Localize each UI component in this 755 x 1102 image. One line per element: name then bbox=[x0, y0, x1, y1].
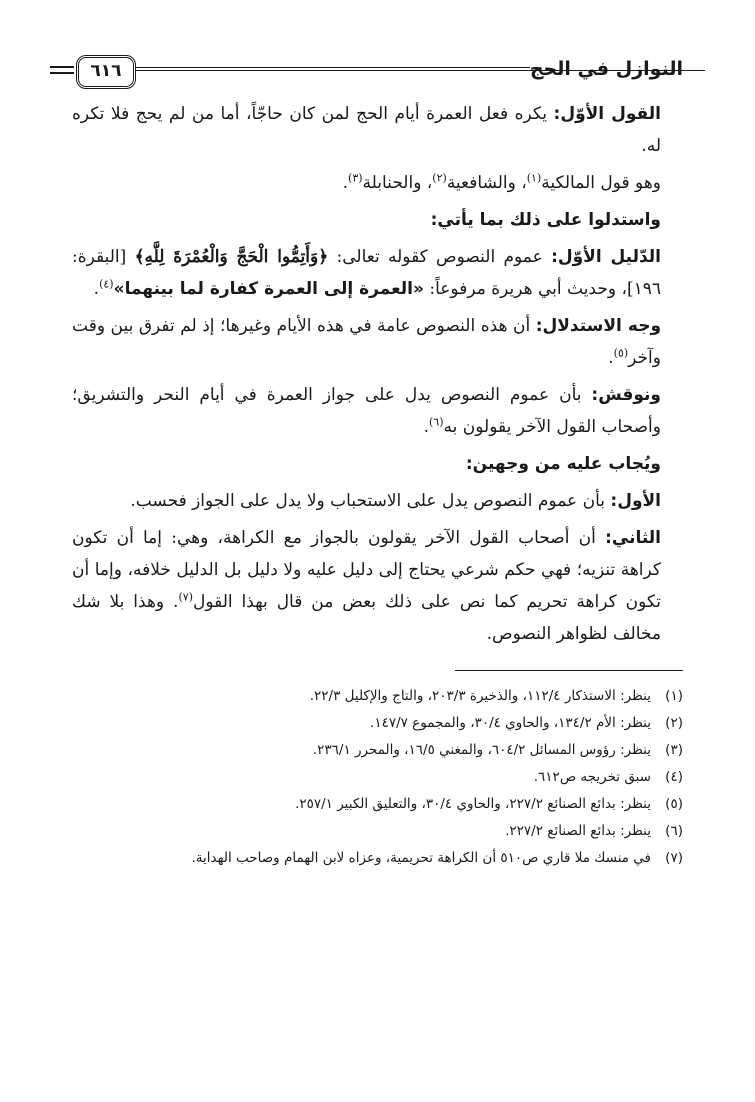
footnote-ref-3[interactable]: (٣) bbox=[348, 171, 363, 185]
text-schools-a: وهو قول المالكية bbox=[541, 173, 661, 193]
footnote-text: سبق تخريجه ص٦١٢. bbox=[533, 769, 651, 785]
footnote-text: ينظر: بدائع الصنائع ٢٢٧/٢، والحاوي ٣٠/٤، والتعليق الكبير ٢٥٧/١. bbox=[295, 796, 651, 812]
text-evidence-c: . bbox=[93, 279, 100, 299]
footnote-number: (٢) bbox=[665, 715, 683, 731]
label-first-evidence: الدّليل الأوّل: bbox=[551, 247, 662, 267]
footnote-item bbox=[72, 764, 683, 791]
text-evidence-a: عموم النصوص كقوله تعالى: bbox=[328, 247, 552, 267]
footnote-number: (٦) bbox=[665, 823, 683, 839]
footnote-text: ينظر: الأم ١٣٤/٢، والحاوي ٣٠/٤، والمجموع ١٤٧/٧. bbox=[370, 715, 651, 731]
footnote-text: ينظر: الاستذكار ١١٢/٤، والذخيرة ٢٠٣/٣، والتاج والإكليل ٢٢/٣. bbox=[309, 688, 651, 704]
text-schools-b: ، والشافعية bbox=[446, 173, 527, 193]
footnote-item bbox=[72, 845, 683, 872]
text-schools-d: . bbox=[342, 173, 349, 193]
text-inference-end: . bbox=[608, 348, 614, 368]
footnote-ref-1[interactable]: (١) bbox=[526, 171, 542, 185]
paragraph-first-opinion bbox=[72, 98, 683, 162]
footnote-item bbox=[72, 791, 683, 818]
paragraph-reply-intro: ويُجاب عليه من وجهين: bbox=[465, 454, 661, 474]
footnote-number: (٤) bbox=[665, 769, 683, 785]
label-inference: وجه الاستدلال: bbox=[535, 316, 662, 336]
paragraph-objection bbox=[72, 379, 683, 443]
footnote-ref-4[interactable]: (٤) bbox=[99, 277, 114, 291]
quran-verse: ﴿وَأَتِمُّوا الْحَجَّ وَالْعُمْرَةَ لِلَّهِ﴾ bbox=[134, 247, 329, 267]
footnote-ref-6[interactable]: (٦) bbox=[428, 415, 444, 429]
footnote-item bbox=[72, 710, 683, 737]
header-rule-left bbox=[50, 66, 74, 74]
text-schools-c: ، والحنابلة bbox=[362, 173, 433, 193]
paragraph-inference bbox=[72, 310, 683, 374]
paragraph-first-reply bbox=[72, 485, 683, 517]
book-page bbox=[50, 40, 705, 872]
main-text bbox=[50, 98, 705, 650]
paragraph-second-reply bbox=[72, 522, 683, 650]
text-second-reply-end: . وهذا بلا شك مخالف لظواهر النصوص. bbox=[72, 592, 661, 644]
footnote-text: ينظر: رؤوس المسائل ٦٠٤/٢، والمغني ١٦/٥، والمحرر ٢٣٦/١. bbox=[312, 742, 651, 758]
text-first-opinion: يكره فعل العمرة أيام الحج لمن كان حاجّاً، أما من لم يحج فلا تكره له. bbox=[72, 104, 661, 156]
text-second-reply: أن أصحاب القول الآخر يقولون بالجواز مع الكراهة، وهي: إما أن تكون كراهة تنزيه؛ فهي حكم شرعي يحتاج إلى دليل عليه ولا دليل بل الدليل خلافه، وإما أن تكون كراهة تحريم كما نص على ذلك بعض من قال بهذا القول bbox=[72, 528, 661, 612]
footnote-separator bbox=[455, 670, 683, 671]
label-objection: ونوقش: bbox=[591, 385, 661, 405]
text-objection-end: . bbox=[423, 417, 429, 437]
label-first-opinion: القول الأوّل: bbox=[553, 104, 662, 124]
paragraph-evidence-intro: واستدلوا على ذلك بما يأتي: bbox=[430, 210, 661, 230]
footnote-text: في منسك ملا قاري ص٥١٠ أن الكراهة تحريمية، وعزاه لابن الهمام وصاحب الهداية. bbox=[191, 850, 651, 866]
footnote-ref-2[interactable]: (٢) bbox=[432, 171, 447, 185]
label-second-reply: الثاني: bbox=[605, 528, 661, 548]
paragraph-schools bbox=[72, 167, 683, 199]
footnote-ref-5[interactable]: (٥) bbox=[613, 346, 629, 360]
text-inference: أن هذه النصوص عامة في هذه الأيام وغيرها؛ إذ لم تفرق بين وقت وآخر bbox=[72, 316, 661, 368]
footnote-item bbox=[72, 737, 683, 764]
page-header bbox=[50, 40, 705, 98]
footnote-text: ينظر: بدائع الصنائع ٢٢٧/٢. bbox=[505, 823, 651, 839]
footnote-ref-7[interactable]: (٧) bbox=[178, 590, 193, 604]
text-evidence-b: [البقرة: ١٩٦]، وحديث أبي هريرة مرفوعاً: bbox=[72, 247, 661, 299]
footnotes bbox=[50, 683, 705, 872]
paragraph-first-evidence bbox=[72, 241, 683, 305]
footnote-item bbox=[72, 683, 683, 710]
text-objection: بأن عموم النصوص يدل على جواز العمرة في أيام النحر والتشريق؛ وأصحاب القول الآخر يقولون به bbox=[72, 385, 661, 437]
footnote-item bbox=[72, 818, 683, 845]
footnote-number: (٥) bbox=[665, 796, 683, 812]
header-rule-upper bbox=[134, 67, 530, 68]
text-first-reply: بأن عموم النصوص يدل على الاستحباب ولا يدل على الجواز فحسب. bbox=[130, 491, 611, 511]
running-title: النوازل في الحج bbox=[529, 58, 683, 80]
label-first-reply: الأول: bbox=[610, 491, 661, 511]
page-number: ٦١٦ bbox=[76, 55, 136, 89]
footnote-number: (٧) bbox=[665, 850, 683, 866]
header-rule-lower bbox=[134, 70, 705, 71]
footnote-number: (٣) bbox=[665, 742, 683, 758]
footnote-number: (١) bbox=[665, 688, 683, 704]
hadith-text: «العمرة إلى العمرة كفارة لما بينهما» bbox=[113, 279, 424, 299]
